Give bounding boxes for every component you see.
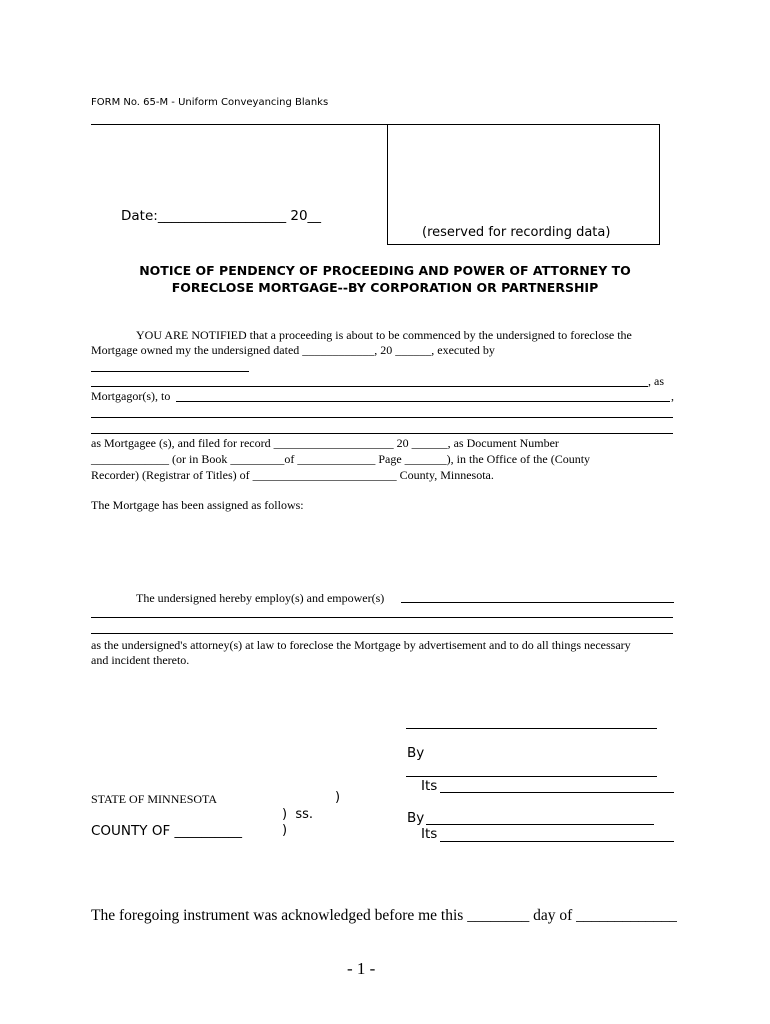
venue-paren-1: ): [335, 790, 341, 805]
attorney-authority-line: as the undersigned's attorney(s) at law to foreclose the Mortgage by advertisement and to do all things necessary: [91, 638, 631, 652]
document-title-line-2: FORECLOSE MORTGAGE--BY CORPORATION OR PARTNERSHIP: [171, 280, 599, 295]
signature-line: [406, 776, 657, 777]
ss-label: ) ss.: [282, 807, 314, 822]
as-suffix: , as: [648, 374, 664, 388]
executed-by-blank: [91, 371, 249, 372]
signature-line: [406, 728, 657, 729]
blank-line: [91, 417, 673, 418]
header-rule: [91, 124, 387, 125]
employ-line: The undersigned hereby employ(s) and empower(s): [136, 591, 385, 605]
by-label-2: By: [407, 810, 425, 826]
notice-line-2: Mortgage owned my the undersigned dated ____________, 20 ______, executed by: [91, 343, 495, 357]
state-label: STATE OF MINNESOTA: [91, 792, 218, 806]
book-page-line: _____________ (or in Book _________of _____________ Page _______), in the Office of the (County: [91, 452, 591, 466]
recorder-county-line: Recorder) (Registrar of Titles) of ________________________ County, Minnesota.: [91, 468, 494, 482]
title-blank: [440, 792, 674, 793]
notice-line-1: YOU ARE NOTIFIED that a proceeding is about to be commenced by the undersigned to foreclose the: [136, 328, 632, 342]
page-number: - 1 -: [347, 959, 376, 978]
attorney-name-blank: [401, 602, 674, 603]
form-label: FORM No. 65-M - Uniform Conveyancing Blanks: [91, 97, 329, 108]
acknowledgment-line: The foregoing instrument was acknowledged before me this ________ day of _____________: [91, 907, 677, 924]
blank-line: [91, 633, 673, 634]
blank-line: [91, 617, 673, 618]
date-line: Date:___________________ 20__: [121, 208, 322, 224]
trailing-comma: ,: [671, 389, 674, 403]
mortgagor-name-blank: [91, 386, 648, 387]
venue-paren-3: ): [282, 823, 288, 838]
blank-line: [91, 433, 673, 434]
document-title-line-1: NOTICE OF PENDENCY OF PROCEEDING AND POWER OF ATTORNEY TO: [139, 263, 631, 278]
recording-box-caption: (reserved for recording data): [422, 225, 611, 240]
its-label-2: Its: [421, 826, 438, 842]
assignment-label: The Mortgage has been assigned as follows:: [91, 498, 304, 512]
mortgagors-to-label: Mortgagor(s), to: [91, 389, 171, 403]
county-label: COUNTY OF __________: [91, 823, 242, 839]
attorney-authority-line-2: and incident thereto.: [91, 653, 190, 667]
filed-for-record-line: as Mortgagee (s), and filed for record ____________________ 20 ______, as Document Number: [91, 436, 559, 450]
by-label-1: By: [407, 745, 425, 761]
signature-blank: [426, 824, 654, 825]
its-label-1: Its: [421, 778, 438, 794]
title-blank: [440, 841, 674, 842]
mortgagee-name-blank: [176, 401, 670, 402]
